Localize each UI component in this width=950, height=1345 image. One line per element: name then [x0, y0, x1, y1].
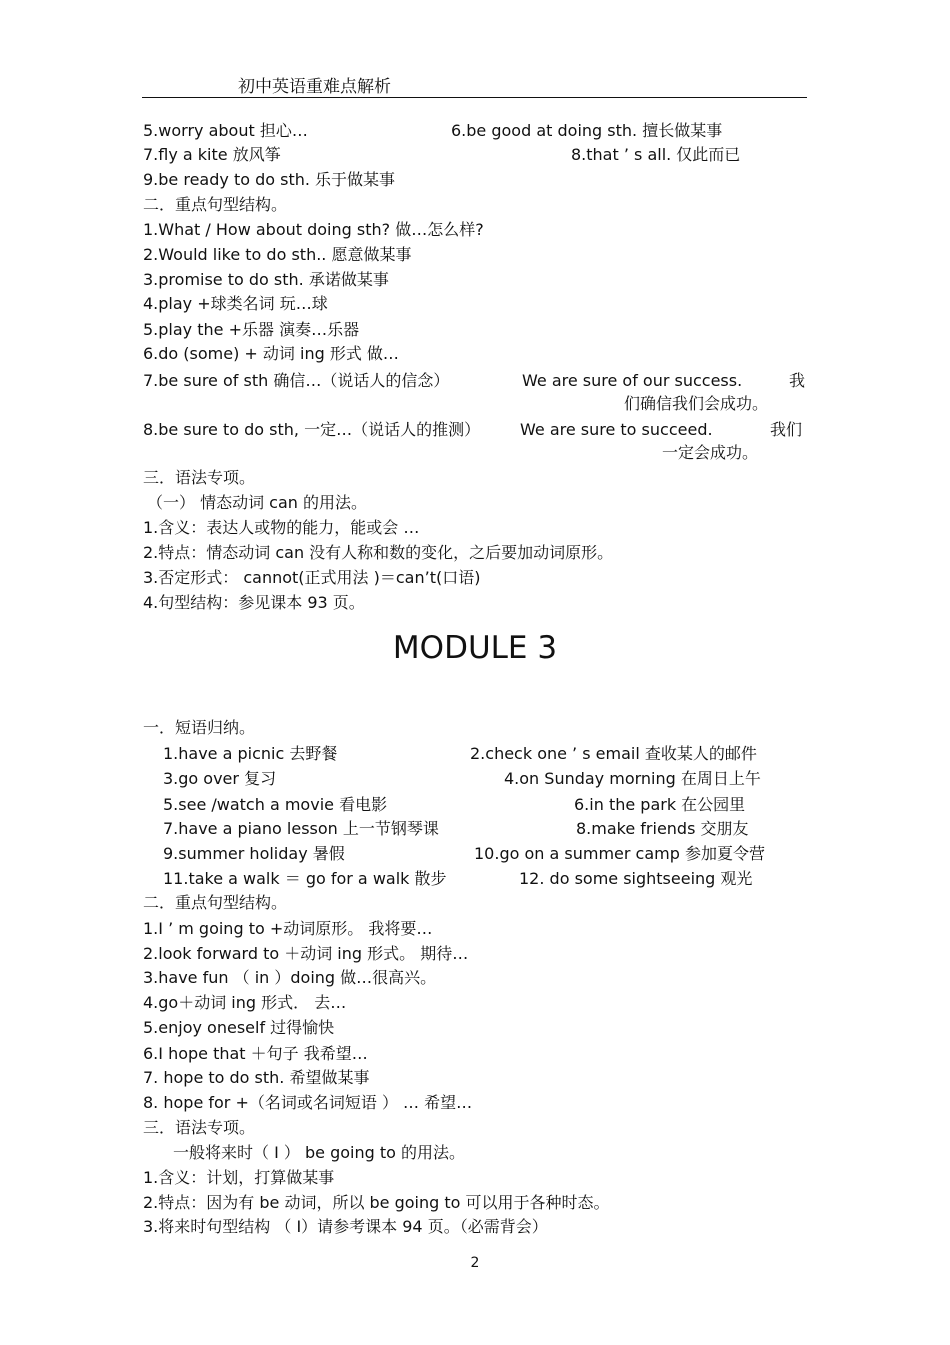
phrase-item: 5.worry about 担心… — [143, 121, 308, 140]
grammar-point: 1.含义：计划，打算做某事 — [143, 1168, 335, 1187]
example-chinese: 我们 — [770, 420, 803, 439]
example-english: We are sure to succeed. — [520, 420, 713, 439]
section-heading: 一．短语归纳。 — [143, 718, 256, 737]
grammar-point: 1.含义：表达人或物的能力，能或会 … — [143, 518, 420, 537]
subsection-heading: 一般将来时（ Ⅰ ） be going to 的用法。 — [173, 1143, 465, 1162]
sentence-item: 1.What / How about doing sth? 做…怎么样? — [143, 220, 484, 239]
phrase-item: 9.summer holiday 暑假 — [163, 844, 345, 863]
sentence-item: 5.enjoy oneself 过得愉快 — [143, 1018, 335, 1037]
sentence-item: 4.go＋动词 ing 形式． 去… — [143, 993, 347, 1012]
page-number: 2 — [470, 1255, 480, 1271]
phrase-item: 6.be good at doing sth. 擅长做某事 — [451, 121, 723, 140]
sentence-item: 8. hope for +（名词或名词短语 ） … 希望… — [143, 1093, 473, 1112]
sentence-item: 2.Would like to do sth.. 愿意做某事 — [143, 245, 412, 264]
phrase-item: 3.go over 复习 — [163, 769, 277, 788]
example-english: We are sure of our success. — [522, 371, 743, 390]
sentence-item: 7. hope to do sth. 希望做某事 — [143, 1068, 370, 1087]
section-heading: 二．重点句型结构。 — [143, 195, 288, 214]
grammar-point: 3.否定形式： cannot(正式用法 )＝can’t(口语) — [143, 568, 481, 587]
grammar-point: 3.将来时句型结构 （ Ⅰ）请参考课本 94 页。（必需背会） — [143, 1217, 548, 1236]
phrase-item: 6.in the park 在公园里 — [574, 795, 746, 814]
sentence-item: 1.I ’ m going to +动词原形。 我将要… — [143, 919, 433, 938]
phrase-item: 11.take a walk ＝ go for a walk 散步 — [163, 869, 447, 888]
subsection-heading: （一） 情态动词 can 的用法。 — [147, 493, 368, 512]
section-heading: 三．语法专项。 — [143, 1118, 256, 1137]
phrase-item: 5.see /watch a movie 看电影 — [163, 795, 388, 814]
phrase-item: 7.fly a kite 放风筝 — [143, 145, 281, 164]
phrase-item: 9.be ready to do sth. 乐于做某事 — [143, 170, 396, 189]
sentence-item: 6.I hope that ＋句子 我希望… — [143, 1044, 368, 1063]
phrase-item: 8.make friends 交朋友 — [576, 819, 749, 838]
section-heading: 二．重点句型结构。 — [143, 893, 288, 912]
grammar-point: 2.特点：因为有 be 动词，所以 be going to 可以用于各种时态。 — [143, 1193, 610, 1212]
sentence-item: 3.promise to do sth. 承诺做某事 — [143, 270, 389, 289]
sentence-item: 5.play the +乐器 演奏…乐器 — [143, 320, 360, 339]
grammar-point: 2.特点：情态动词 can 没有人称和数的变化，之后要加动词原形。 — [143, 543, 614, 562]
sentence-item: 2.look forward to ＋动词 ing 形式。 期待… — [143, 944, 469, 963]
sentence-item: 8.be sure to do sth, 一定…（说话人的推测） — [143, 420, 481, 439]
phrase-item: 4.on Sunday morning 在周日上午 — [504, 769, 761, 788]
phrase-item: 2.check one ’ s email 查收某人的邮件 — [470, 744, 757, 763]
sentence-item: 6.do (some) + 动词 ing 形式 做… — [143, 344, 399, 363]
phrase-item: 8.that ’ s all. 仅此而已 — [571, 145, 741, 164]
section-heading: 三．语法专项。 — [143, 468, 256, 487]
phrase-item: 10.go on a summer camp 参加夏令营 — [474, 844, 765, 863]
sentence-item: 7.be sure of sth 确信…（说话人的信念） — [143, 371, 450, 390]
phrase-item: 12. do some sightseeing 观光 — [519, 869, 753, 888]
sentence-item: 4.play +球类名词 玩…球 — [143, 294, 328, 313]
header-rule — [142, 97, 807, 98]
phrase-item: 1.have a picnic 去野餐 — [163, 744, 338, 763]
page-header-title: 初中英语重难点解析 — [238, 77, 391, 97]
sentence-item: 3.have fun （ in ）doing 做…很高兴。 — [143, 968, 437, 987]
example-chinese: 一定会成功。 — [662, 443, 759, 462]
example-chinese: 我 — [789, 371, 806, 390]
grammar-point: 4.句型结构：参见课本 93 页。 — [143, 593, 365, 612]
example-chinese: 们确信我们会成功。 — [624, 394, 769, 413]
module-title: MODULE 3 — [392, 630, 558, 666]
phrase-item: 7.have a piano lesson 上一节钢琴课 — [163, 819, 439, 838]
